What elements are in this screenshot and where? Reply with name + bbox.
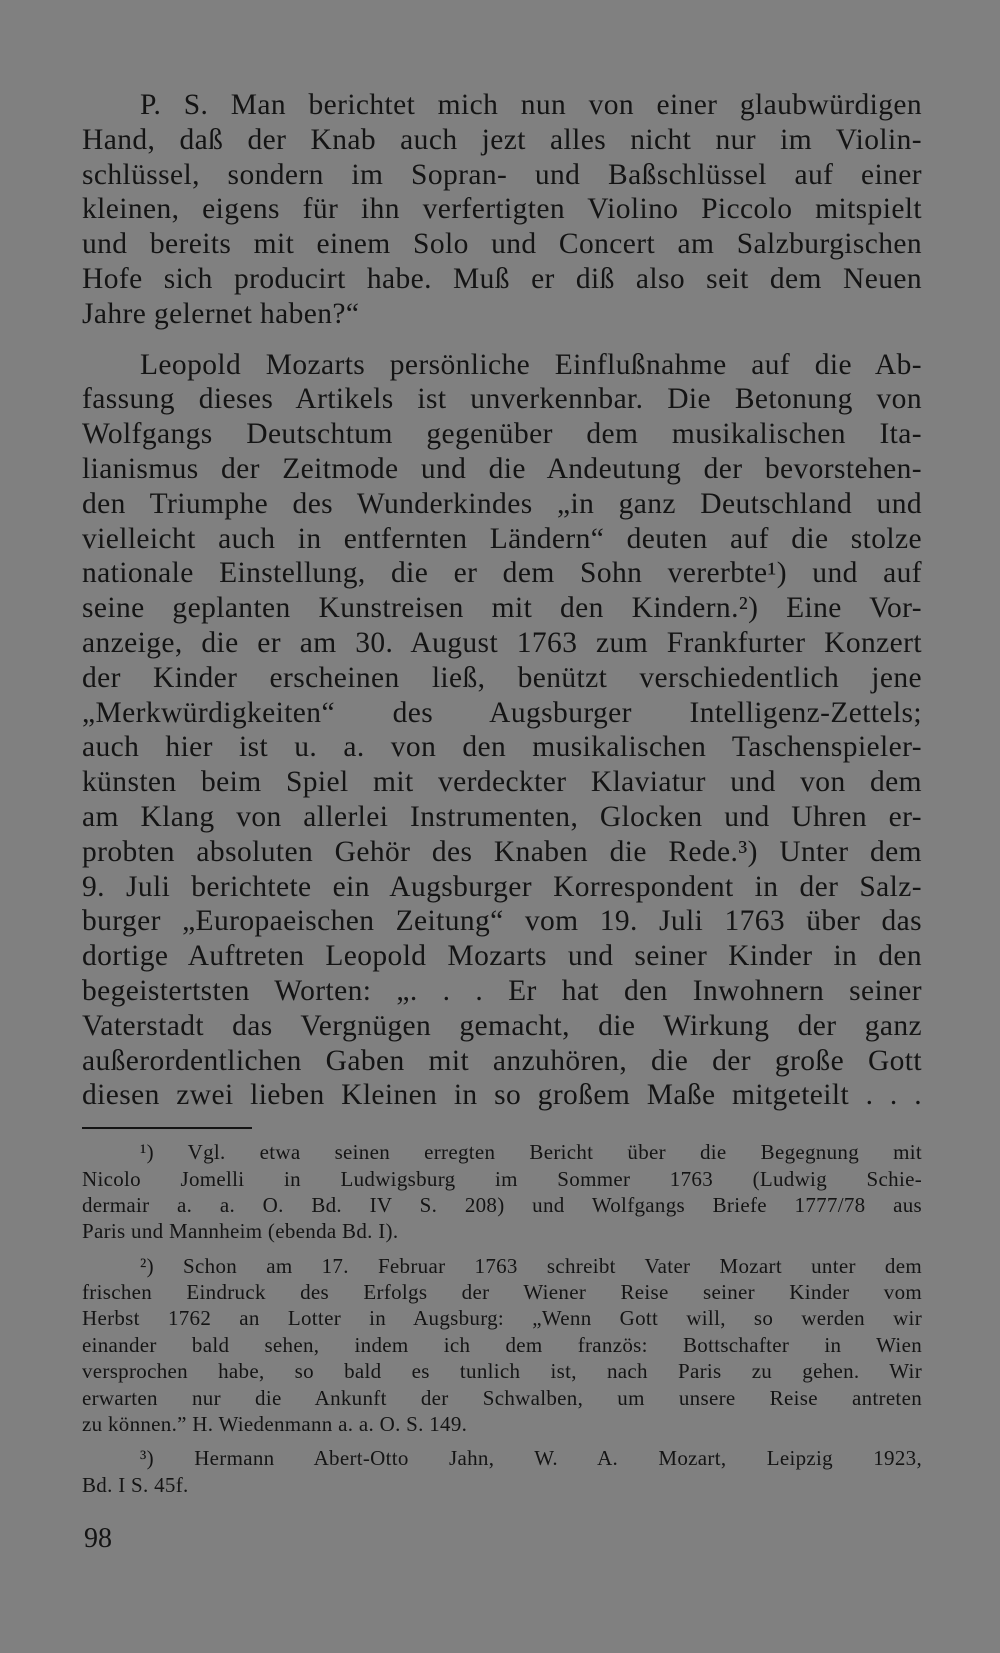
footnote-line: einander bald sehen, indem ich dem französ: Bottschafter in Wien: [82, 1332, 922, 1357]
footnote-line: erwarten nur die Ankunft der Schwalben, um unsere Reise antreten: [82, 1385, 922, 1410]
text-line: künsten beim Spiel mit verdeckter Klaviatur und von dem: [82, 766, 922, 799]
text-line: P. S. Man berichtet mich nun von einer glaubwürdigen: [140, 89, 922, 121]
text-line: vielleicht auch in entfernten Ländern“ deuten auf die stolze: [82, 522, 922, 555]
text-line: und bereits mit einem Solo und Concert am Salzburgischen: [82, 228, 922, 261]
text-line: anzeige, die er am 30. August 1763 zum Frankfurter Konzert: [82, 626, 922, 659]
page-content: [82, 88, 922, 1506]
text-line: Jahre gelernet haben?“: [82, 297, 360, 330]
text-line: am Klang von allerlei Instrumenten, Glocken und Uhren er-: [82, 800, 922, 833]
footnote-line: zu können.” H. Wiedenmann a. a. O. S. 149.: [82, 1412, 468, 1437]
text-line: schlüssel, sondern im Sopran- und Baßschlüssel auf einer: [82, 158, 922, 191]
footnote-line: Herbst 1762 an Lotter in Augsburg: „Wenn Gott will, so werden wir: [82, 1306, 922, 1331]
footnote-3: [82, 1445, 922, 1498]
footnote-line: Paris und Mannheim (ebenda Bd. I).: [82, 1219, 399, 1244]
footnote-line: Nicolo Jomelli in Ludwigsburg im Sommer 1763 (Ludwig Schie-: [82, 1166, 922, 1191]
footnote-2: [82, 1253, 922, 1438]
text-line: seine geplanten Kunstreisen mit den Kindern.²) Eine Vor-: [82, 592, 922, 625]
footnote-line: dermair a. a. O. Bd. IV S. 208) und Wolfgangs Briefe 1777/78 aus: [82, 1192, 922, 1217]
text-line: nationale Einstellung, die er dem Sohn vererbte¹) und auf: [82, 557, 922, 590]
footnote-1: [82, 1139, 922, 1245]
text-line: begeistertsten Worten: „. . . Er hat den Inwohnern seiner: [82, 974, 922, 1007]
footnote-line: frischen Eindruck des Erfolgs der Wiener Reise seiner Kinder vom: [82, 1280, 922, 1305]
footnote-line: ¹) Vgl. etwa seinen erregten Bericht über die Begegnung mit: [140, 1140, 922, 1165]
text-line: außerordentlichen Gaben mit anzuhören, die der große Gott: [82, 1044, 922, 1077]
text-line: der Kinder erscheinen ließ, benützt verschiedentlich jene: [82, 661, 922, 694]
text-line: Leopold Mozarts persönliche Einflußnahme auf die Ab-: [140, 348, 922, 381]
text-line: dortige Auftreten Leopold Mozarts und seiner Kinder in den: [82, 940, 922, 973]
postscript-paragraph: [82, 88, 922, 332]
text-line: Wolfgangs Deutschtum gegenüber dem musikalischen Ita-: [82, 418, 922, 451]
text-line: 9. Juli berichtete ein Augsburger Korrespondent in der Salz-: [82, 870, 922, 903]
body-paragraph: [82, 348, 922, 1114]
footnote-line: ²) Schon am 17. Februar 1763 schreibt Vater Mozart unter dem: [140, 1253, 922, 1278]
text-line: kleinen, eigens für ihn verfertigten Violino Piccolo mitspielt: [82, 193, 922, 226]
text-line: Hofe sich producirt habe. Muß er diß also seit dem Neuen: [82, 262, 922, 295]
text-line: auch hier ist u. a. von den musikalischen Taschenspieler-: [82, 731, 922, 764]
text-line: burger „Europaeischen Zeitung“ vom 19. Juli 1763 über das: [82, 905, 922, 938]
footnote-line: ³) Hermann Abert-Otto Jahn, W. A. Mozart, Leipzig 1923,: [140, 1446, 922, 1471]
footnote-divider: [82, 1127, 252, 1129]
text-line: probten absoluten Gehör des Knaben die Rede.³) Unter dem: [82, 835, 922, 868]
text-line: lianismus der Zeitmode und die Andeutung der bevorstehen-: [82, 452, 922, 485]
page-number: 98: [84, 1523, 112, 1554]
text-line: den Triumphe des Wunderkindes „in ganz Deutschland und: [82, 487, 922, 520]
text-line: Vaterstadt das Vergnügen gemacht, die Wirkung der ganz: [82, 1009, 922, 1042]
text-line: „Merkwürdigkeiten“ des Augsburger Intelligenz-Zettels;: [82, 696, 922, 729]
footnote-line: versprochen habe, so bald es tunlich ist, nach Paris zu gehen. Wir: [82, 1359, 922, 1384]
text-line: Hand, daß der Knab auch jezt alles nicht nur im Violin-: [82, 123, 922, 156]
footnote-line: Bd. I S. 45f.: [82, 1472, 189, 1497]
text-line: diesen zwei lieben Kleinen in so großem Maße mitgeteilt . . .: [82, 1079, 922, 1112]
text-line: fassung dieses Artikels ist unverkennbar. Die Betonung von: [82, 383, 922, 416]
